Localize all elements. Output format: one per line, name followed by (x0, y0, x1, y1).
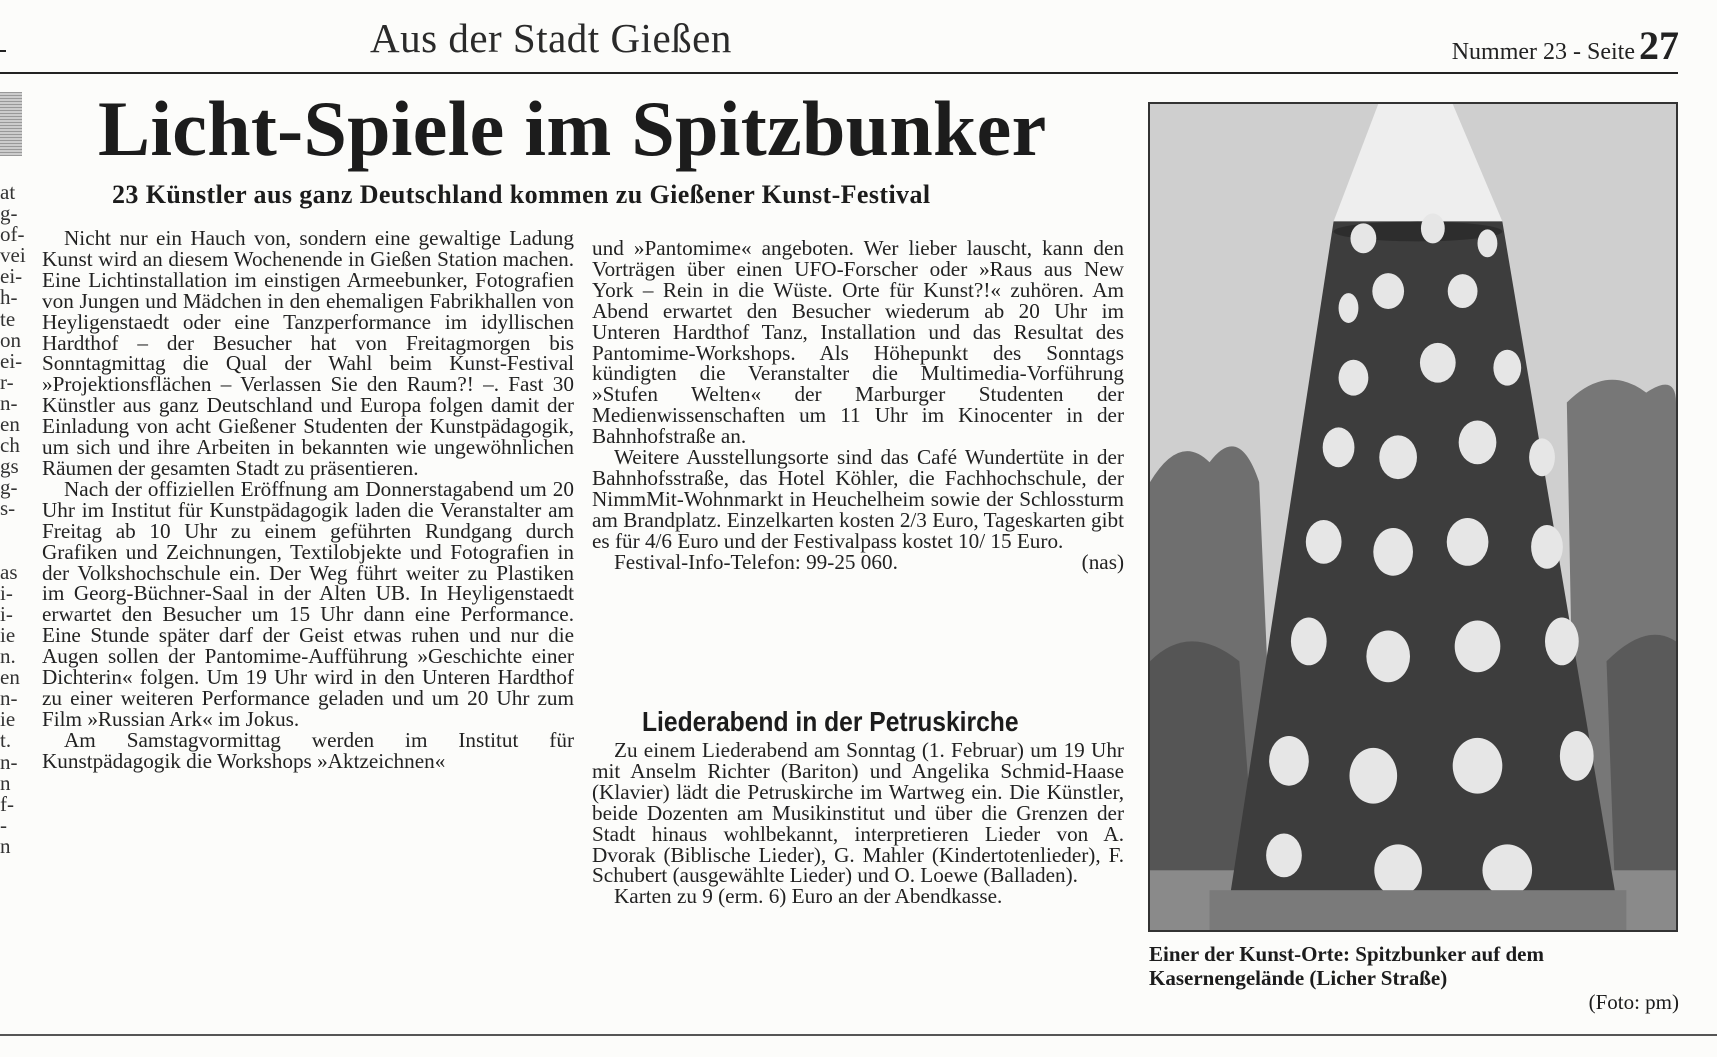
neighbor-fragment: on (0, 327, 21, 352)
neighbor-fragment: at (0, 182, 16, 204)
neighbor-fragment: g- (0, 201, 18, 226)
second-article-body (592, 740, 1124, 907)
neighbor-fragment: g- (0, 475, 18, 500)
neighbor-fragment: n (0, 770, 11, 795)
neighbor-fragment: i- (0, 601, 13, 626)
article-paragraph: Nicht nur ein Hauch von, sondern eine gewaltige Ladung Kunst wird an diesem Wochenende in Gießen Station machen. Eine Lichtinstallation im einstigen Armeebunker, Fotografien von Jungen und Mädchen in den ehemaligen Fabrikhallen von Heyligenstaedt oder eine Tanzperformance im idyllischen Hardthof – der Besucher hat von Freitagmorgen bis Sonntagmittag die Qual der Wahl beim Kunst-Festival »Projektionsflächen – Verlassen Sie den Raum?! –. Fast 30 Künstler aus ganz Deutschland und Europa folgen damit der Einladung von acht Gießener Studenten der Kunstpädagogik, um sich und ihre Arbeiten in bekannten wie ungewöhnlichen Räumen der gesamten Stadt zu präsentieren. (42, 226, 574, 480)
neighbor-column-fragments (0, 182, 26, 857)
neighbor-fragment: n. (0, 644, 16, 669)
article-column-1 (42, 228, 574, 772)
article-subheadline: 23 Künstler aus ganz Deutschland kommen zu Gießener Kunst-Festival (112, 180, 931, 209)
second-article-paragraph: Zu einem Liederabend am Sonntag (1. Februar) um 19 Uhr mit Anselm Richter (Bariton) und Angelika Schmid-Haase (Klavier) lädt die Petruskirche im Wartweg ein. Die Künstler, beide Dozenten am Musikinstitut und über die Grenzen der Stadt hinaus wohlbekannt, interpretieren Lieder von A. Dvorak (Biblische Lieder), G. Mahler (Kindertotenlieder), F. Schubert (ausgewählte Lieder) und O. Loewe (Balladen). (592, 738, 1124, 888)
neighbor-fragment: n- (0, 390, 18, 415)
neighbor-fragment (0, 541, 26, 562)
article-paragraph: Weitere Ausstellungsorte sind das Café Wundertüte in der Bahnhofsstraße, das Hotel Köhler, die Fachhochschule, der NimmMit-Wohnmarkt in Heuchelheim sowie der Schlossturm am Brandplatz. Einzelkarten kosten 2/3 Euro, Tageskarten gibt es für 4/6 Euro und der Festivalpass kostet 10/ 15 Euro. (592, 445, 1124, 553)
neighbor-fragment: ie (0, 622, 16, 647)
neighbor-fragment: - (0, 812, 7, 837)
article-paragraph: Nach der offiziellen Eröffnung am Donnerstagabend um 20 Uhr im Institut für Kunstpädagogik laden die Veranstalter am Freitag ab 10 Uhr zu einem geführten Rundgang durch Grafiken und Zeichnungen, Textilobjekte und Fotografien in der Volkshochschule ein. Der Weg führt weiter zu Plastiken im Georg-Büchner-Saal in der Alten UB. In Heyligenstaedt erwartet den Besucher um 15 Uhr dann eine Performance. Eine Stunde später darf der Geist etwas ruhen und nur die Augen sollen der Pantomime-Aufführung »Geschichte einer Dichterin« folgen. Um 19 Uhr wird in den Unteren Hardthof zu einer weiteren Performance geladen und um 20 Uhr zum Film »Russian Ark« im Jokus. (42, 476, 574, 731)
neighbor-article-graphic (0, 92, 22, 156)
spitzbunker-photo (1148, 102, 1678, 932)
neighbor-fragment: f- (0, 791, 14, 816)
photo-caption-text: Einer der Kunst-Orte: Spitzbunker auf dem Kasernengelände (Licher Straße) (1149, 942, 1544, 990)
neighbor-fragment: ei- (0, 348, 23, 373)
header-rule (0, 72, 1678, 74)
article-paragraph: und »Pantomime« angeboten. Wer lieber lauscht, kann den Vorträgen über einen UFO-Forscher oder »Raus aus New York – Rein in die Wüste. Orte für Kunst?!« zuhören. Am Abend erwartet den Besucher wiederum ab 20 Uhr im Unteren Hardthof Tanz, Installation und das Resultat des Pantomime-Workshops. Als Höhepunkt des Sonntags kündigten die Veranstalter die Multimedia-Vorführung »Stufen Welten« der Marburger Studenten der Medienwissenschaften um 11 Uhr im Kinocenter in der Bahnhofstraße an. (592, 236, 1124, 449)
page-number (1452, 22, 1679, 69)
spitzbunker-illustration (1150, 104, 1676, 930)
article-paragraph: Am Samstagvormittag werden im Institut für Kunstpädagogik die Workshops »Aktzeichnen« (42, 727, 574, 773)
neighbor-fragment: ch (0, 433, 20, 458)
neighbor-fragment: s- (0, 496, 16, 521)
left-edge-rule (0, 50, 6, 52)
neighbor-fragment (0, 520, 26, 541)
festival-info-phone: Festival-Info-Telefon: 99-25 060. (614, 549, 898, 574)
photo-credit: (Foto: pm) (1588, 990, 1679, 1014)
footer-rule (0, 1034, 1717, 1036)
neighbor-fragment: vei (0, 243, 26, 268)
neighbor-fragment: r- (0, 369, 14, 394)
article-headline: Licht-Spiele im Spitzbunker (98, 85, 1047, 172)
neighbor-fragment: of- (0, 222, 25, 247)
neighbor-fragment: n- (0, 749, 18, 774)
second-article-paragraph: Karten zu 9 (erm. 6) Euro an der Abendkasse. (614, 884, 1003, 909)
second-article-headline: Liederabend in der Petruskirche (642, 706, 1019, 737)
neighbor-fragment: i- (0, 580, 13, 605)
section-title: Aus der Stadt Gießen (370, 15, 732, 61)
neighbor-fragment: te (0, 306, 16, 331)
photo-caption (1149, 942, 1679, 1014)
neighbor-fragment: h- (0, 285, 18, 310)
neighbor-fragment: as (0, 559, 18, 584)
neighbor-fragment: en (0, 412, 20, 437)
neighbor-fragment: n- (0, 686, 18, 711)
neighbor-fragment: t. (0, 728, 12, 753)
neighbor-fragment: en (0, 665, 20, 690)
info-line (592, 549, 1124, 574)
neighbor-fragment: gs (0, 454, 19, 479)
neighbor-fragment: n (0, 833, 11, 857)
photo-credit-line (1149, 990, 1679, 1014)
author-tag: (nas) (1081, 549, 1124, 574)
neighbor-fragment: ie (0, 707, 16, 732)
page-label: Nummer 23 - Seite (1451, 39, 1635, 65)
page-number-value: 27 (1639, 23, 1679, 68)
article-column-2 (592, 238, 1124, 573)
neighbor-fragment: ei- (0, 264, 23, 289)
